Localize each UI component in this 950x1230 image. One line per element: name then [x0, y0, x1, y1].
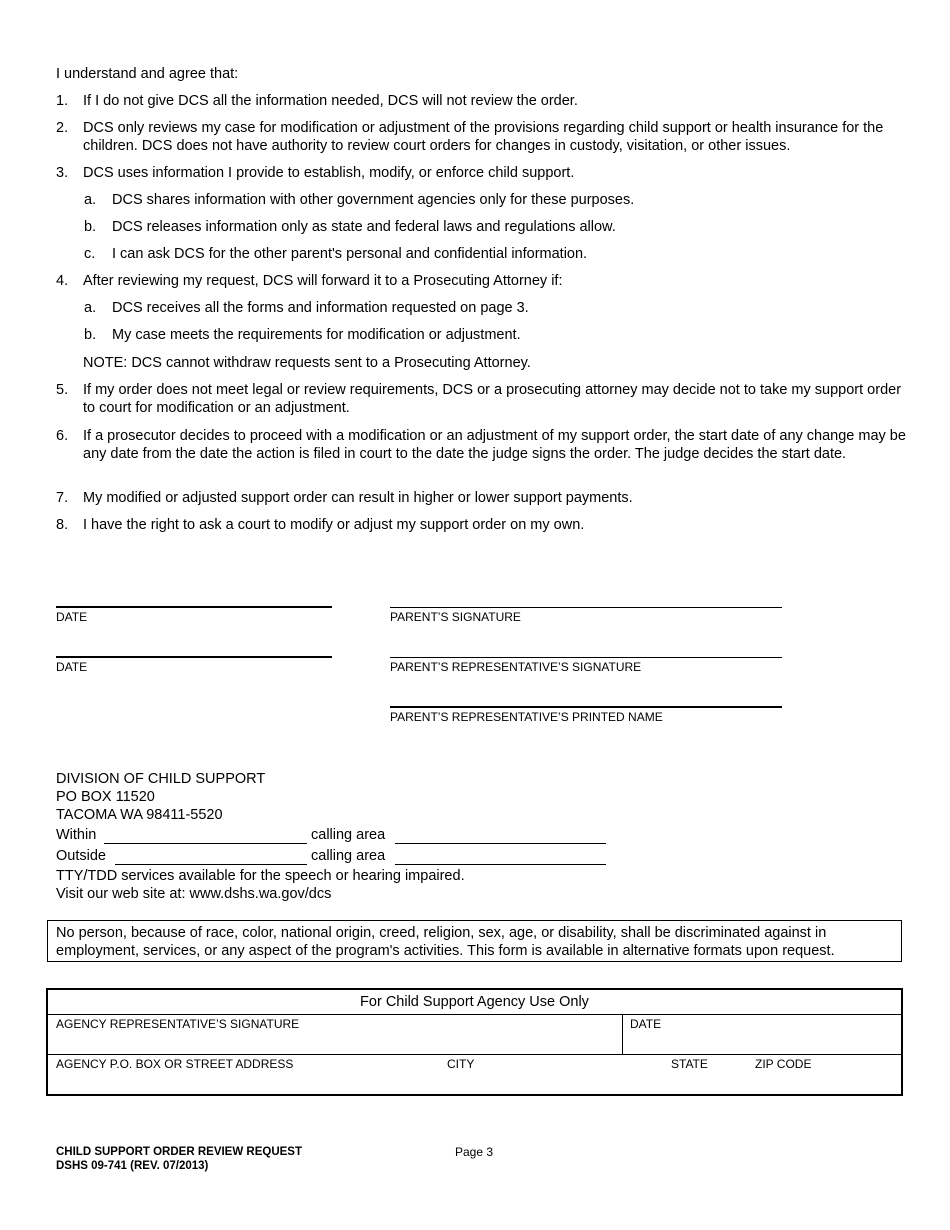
agency-date-field[interactable]: DATE	[630, 1017, 662, 1031]
date-signature-line-2[interactable]	[56, 656, 332, 658]
list-item	[56, 381, 906, 417]
agency-address-field[interactable]: AGENCY P.O. BOX OR STREET ADDRESS	[56, 1057, 294, 1071]
list-item	[56, 489, 906, 507]
agency-rep-signature-field[interactable]: AGENCY REPRESENTATIVE’S SIGNATURE	[56, 1017, 300, 1031]
divider	[48, 1054, 901, 1055]
page-number: Page 3	[455, 1145, 494, 1159]
notice-text: No person, because of race, color, national origin, creed, religion, sex, age, or disability, shall be discriminated against in employment, services, or any aspect of the program's activities. This form is available in alternative formats upon request.	[56, 925, 835, 959]
list-item	[56, 164, 906, 182]
rep-signature-label: PARENT’S REPRESENTATIVE’S SIGNATURE	[390, 660, 642, 674]
item-number: 4.	[56, 273, 69, 289]
item-text: If I do not give DCS all the information needed, DCS will not review the order.	[83, 93, 578, 109]
list-item	[56, 119, 906, 155]
agency-city-field[interactable]: CITY	[447, 1057, 475, 1071]
po-box: PO BOX 11520	[56, 789, 155, 805]
form-title: CHILD SUPPORT ORDER REVIEW REQUEST	[56, 1146, 302, 1158]
list-item	[56, 92, 906, 110]
sub-item	[84, 299, 904, 317]
parent-signature-line[interactable]	[390, 607, 782, 608]
calling-area-label: calling area	[311, 827, 386, 843]
sub-item-letter: c.	[84, 246, 96, 262]
sub-item-text: My case meets the requirements for modification or adjustment.	[112, 327, 521, 343]
agency-box-title: For Child Support Agency Use Only	[360, 994, 589, 1010]
sub-item-letter: a.	[84, 192, 97, 208]
intro-text: I understand and agree that:	[56, 66, 239, 82]
sub-item	[84, 245, 904, 263]
tty-text: TTY/TDD services available for the speech or hearing impaired.	[56, 868, 465, 884]
note-text: NOTE: DCS cannot withdraw requests sent to a Prosecuting Attorney.	[83, 355, 531, 371]
city-state-zip: TACOMA WA 98411-5520	[56, 807, 223, 823]
within-phone-line[interactable]	[104, 843, 307, 844]
within-label: Within	[56, 827, 97, 843]
outside-calling-area-line[interactable]	[395, 864, 606, 865]
item-number: 7.	[56, 490, 69, 506]
date-signature-line-1[interactable]	[56, 606, 332, 608]
rep-printed-name-line[interactable]	[390, 706, 782, 708]
sub-item-letter: b.	[84, 327, 97, 343]
divider	[622, 1014, 623, 1054]
item-number: 6.	[56, 428, 69, 444]
agency-zip-field[interactable]: ZIP CODE	[755, 1057, 812, 1071]
outside-label: Outside	[56, 848, 106, 864]
rep-signature-line[interactable]	[390, 657, 782, 658]
calling-area-label: calling area	[311, 848, 386, 864]
divider	[48, 1014, 901, 1015]
sub-item-text: I can ask DCS for the other parent's personal and confidential information.	[112, 246, 588, 262]
sub-item	[84, 326, 904, 344]
parent-signature-label: PARENT’S SIGNATURE	[390, 610, 521, 624]
sub-item-text: DCS releases information only as state and federal laws and regulations allow.	[112, 219, 616, 235]
date-label: DATE	[56, 660, 88, 674]
sub-item-text: DCS receives all the forms and information requested on page 3.	[112, 300, 529, 316]
rep-printed-name-label: PARENT’S REPRESENTATIVE’S PRINTED NAME	[390, 710, 663, 724]
form-footer	[56, 1145, 302, 1173]
outside-phone-line[interactable]	[115, 864, 307, 865]
nondiscrimination-notice	[47, 920, 902, 962]
list-item	[56, 427, 906, 481]
sub-item-text: DCS shares information with other government agencies only for these purposes.	[112, 192, 635, 208]
within-calling-area-line[interactable]	[395, 843, 606, 844]
item-number: 8.	[56, 517, 69, 533]
sub-item	[84, 191, 904, 209]
item-number: 2.	[56, 120, 69, 136]
item-number: 1.	[56, 93, 69, 109]
item-text: DCS uses information I provide to establish, modify, or enforce child support.	[83, 165, 575, 181]
item-text: After reviewing my request, DCS will forward it to a Prosecuting Attorney if:	[83, 273, 563, 289]
agency-use-box	[46, 988, 903, 1096]
date-label: DATE	[56, 610, 88, 624]
website-text: Visit our web site at: www.dshs.wa.gov/dcs	[56, 886, 332, 902]
sub-item-letter: a.	[84, 300, 97, 316]
item-number: 5.	[56, 382, 69, 398]
list-item	[56, 272, 906, 290]
item-text: If a prosecutor decides to proceed with a modification or an adjustment of my support order, the start date of any change may be any date from the date the action is filed in court to the date the judge signs the order. The judge decides the start date.	[83, 428, 906, 462]
sub-item-letter: b.	[84, 219, 97, 235]
sub-item	[84, 218, 904, 236]
item-text: DCS only reviews my case for modification or adjustment of the provisions regarding child support or health insurance for the children. DCS does not have authority to review court orders for changes in custody, visitation, or other issues.	[83, 120, 884, 154]
form-number: DSHS 09-741 (REV. 07/2013)	[56, 1160, 209, 1172]
item-number: 3.	[56, 165, 69, 181]
list-item	[56, 516, 906, 534]
item-text: My modified or adjusted support order can result in higher or lower support payments.	[83, 490, 633, 506]
agency-state-field[interactable]: STATE	[671, 1057, 708, 1071]
item-text: If my order does not meet legal or review requirements, DCS or a prosecuting attorney may decide not to take my support order to court for modification or an adjustment.	[83, 382, 902, 416]
agency-name: DIVISION OF CHILD SUPPORT	[56, 771, 266, 787]
item-text: I have the right to ask a court to modify or adjust my support order on my own.	[83, 517, 585, 533]
